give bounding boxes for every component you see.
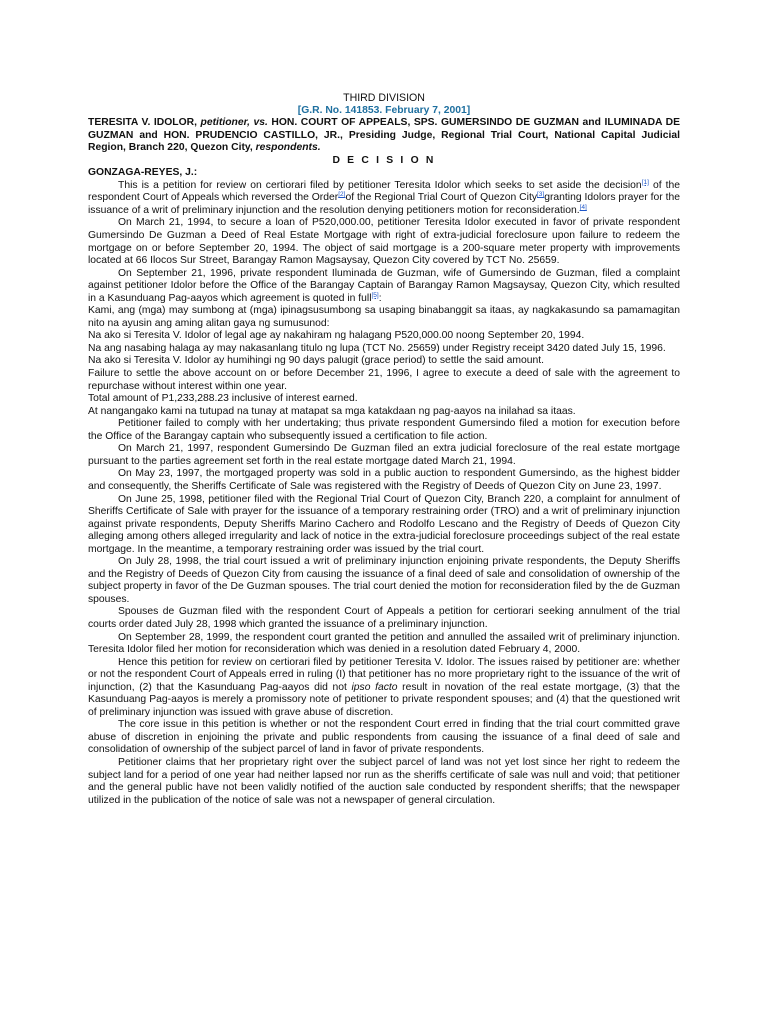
decision-document: [88, 92, 680, 807]
quoted-agreement-line: Na ako si Teresita V. Idolor of legal age ay nakahiram ng halagang P520,000.00 noong September 20, 1994.: [88, 330, 585, 342]
versus-word: vs.: [253, 117, 268, 129]
paragraph: The core issue in this petition is whether or not the respondent Court erred in finding that the trial court committed grave abuse of discretion in enjoining the private and public respondents from causing the issuance of a final deed of sale and consolidation of ownership of the subject parcel of land in favor of private respondents.: [88, 719, 680, 756]
respondent-names: HON. COURT OF APPEALS, SPS. GUMERSINDO DE GUZMAN and ILUMINADA DE GUZMAN and HON. PRUDENCIO CASTILLO, JR., Presiding Judge, Regional Trial Court, National Capital Judicial Region, Branch 220, Quezon City,: [88, 117, 681, 154]
ponente-name: GONZAGA-REYES, J.:: [88, 167, 198, 179]
quoted-agreement-line: Kami, ang (mga) may sumbong at (mga) ipinagsusumbong sa usaping binabanggit sa itaas, ay nagkakasundo sa pamamagitan nito na ayusin ang aming alitan gaya ng sumusunod:: [88, 305, 680, 329]
paragraph: Petitioner failed to comply with her undertaking; thus private respondent Gumersindo filed a motion for execution before the Office of the Barangay captain who subsequently issued a certification to file action.: [88, 418, 680, 442]
paragraph: On September 21, 1996, private respondent Iluminada de Guzman, wife of Gumersindo de Guzman, filed a complaint against petitioner Idolor before the Office of the Barangay Captain of Barangay Ramon Magsaysay, Quezon City, which resulted in a Kasunduang Pag-aayos which agreement is quoted in full[5]:: [88, 267, 680, 304]
paragraph: On September 28, 1999, the respondent court granted the petition and annulled the assailed writ of preliminary injunction. Teresita Idolor filed her motion for reconsideration which was denied in a resolution dated February 4, 2000.: [88, 631, 680, 656]
footnote-link[interactable]: [5]: [371, 291, 379, 299]
paragraph: Petitioner claims that her proprietary right over the subject parcel of land was not yet lost since her right to redeem the subject land for a period of one year had neither lapsed nor run as the sheriffs certificate of sale was null and void; that petitioner and the general public have not been validly notified of the auction sale conducted by respondent sheriffs; that the newspaper utilized in the publication of the notice of sale was not a newspaper of general circulation.: [88, 756, 680, 806]
paragraph: Hence this petition for review on certiorari filed by petitioner Teresita V. Idolor. The issues raised by petitioner are: whether or not the respondent Court of Appeals erred in ruling (I) that petitioner has no more proprietary right to the issuance of the writ of injunction, (2) that the Kasunduang Pag-aayos did not ipso facto result in novation of the real estate mortgage, (3) that the Kasunduang Pag-aayos is merely a promissory note of petitioner to private respondent spouses; and (4) that the questioned writ of preliminary injunction was issued with grave abuse of discretion.: [88, 656, 680, 718]
footnote-link[interactable]: [3]: [537, 191, 545, 199]
case-parties: [88, 117, 680, 155]
quoted-agreement-line: Na ako si Teresita V. Idolor ay humihingi ng 90 days palugit (grace period) to settle the said amount.: [88, 355, 544, 367]
quoted-agreement-line: At nangangako kami na tutupad na tunay at matapat sa mga katakdaan ng pag-aayos na inilahad sa itaas.: [88, 405, 576, 417]
paragraph: On June 25, 1998, petitioner filed with the Regional Trial Court of Quezon City, Branch 220, a complaint for annulment of Sheriffs Certificate of Sale with prayer for the issuance of a temporary restraining order (TRO) and a writ of preliminary injunction against private respondents, Deputy Sheriffs Marino Cachero and Rodolfo Lescano and the Registry of Deeds of Quezon City alleging among others alleged irregularity and lack of notice in the extra-judicial foreclosure proceedings subject of the real estate mortgage. In the meantime, a temporary restraining order was issued by the trial court.: [88, 493, 680, 555]
petitioner-name: TERESITA V. IDOLOR,: [88, 117, 197, 129]
petitioner-role: petitioner,: [200, 117, 250, 129]
paragraph: This is a petition for review on certiorari filed by petitioner Teresita Idolor which seeks to set aside the decision[1] of the respondent Court of Appeals which reversed the Order[2]of the Regional Trial Court of Quezon City[3]granting Idolors prayer for the issuance of a writ of preliminary injunction and the resolution denying petitioners motion for reconsideration.[4]: [88, 178, 680, 216]
paragraph: Spouses de Guzman filed with the respondent Court of Appeals a petition for certiorari seeking annulment of the trial courts order dated July 28, 1998 which granted the issuance of a preliminary injunction.: [88, 606, 680, 630]
paragraph: On March 21, 1994, to secure a loan of P520,000.00, petitioner Teresita Idolor executed in favor of private respondent Gumersindo De Guzman a Deed of Real Estate Mortgage with right of extra-judicial foreclosure upon failure to redeem the mortgage on or before September 20, 1994. The object of said mortgage is a 200-square meter property with improvements located at 66 Ilocos Sur Street, Barangay Ramon Magsaysay, Quezon City covered by TCT No. 25659.: [88, 217, 680, 267]
division-heading: THIRD DIVISION: [343, 92, 425, 104]
paragraph: On May 23, 1997, the mortgaged property was sold in a public auction to respondent Gumersindo, as the highest bidder and consequently, the Sheriffs Certificate of Sale was registered with the Registry of Deeds of Quezon City on June 23, 1997.: [88, 468, 680, 492]
respondent-role: respondents.: [255, 142, 321, 154]
quoted-agreement-line: Failure to settle the above account on or before December 21, 1996, I agree to execute a deed of sale with the agreement to repurchase without interest within one year.: [88, 368, 680, 392]
case-number-link[interactable]: [G.R. No. 141853. February 7, 2001]: [297, 104, 471, 116]
decision-label: D E C I S I O N: [332, 154, 436, 166]
footnote-link[interactable]: [1]: [641, 178, 649, 186]
quoted-agreement-line: Total amount of P1,233,288.23 inclusive of interest earned.: [88, 393, 358, 405]
footnote-link[interactable]: [4]: [579, 203, 587, 211]
paragraph: On March 21, 1997, respondent Gumersindo De Guzman filed an extra judicial foreclosure of the real estate mortgage pursuant to the parties agreement set forth in the real estate mortgage dated March 21, 1994.: [88, 443, 680, 467]
footnote-link[interactable]: [2]: [338, 191, 346, 199]
quoted-agreement-line: Na ang nasabing halaga ay may nakasanlang titulo ng lupa (TCT No. 25659) under Registry receipt 3420 dated July 15, 1996.: [88, 342, 666, 354]
paragraph: On July 28, 1998, the trial court issued a writ of preliminary injunction enjoining private respondents, the Deputy Sheriffs and the Registry of Deeds of Quezon City from causing the issuance of a final deed of sale and consolidation of ownership of the subject property in favor of the De Guzman spouses. The trial court denied the motion for reconsideration filed by the de Guzman spouses.: [88, 556, 680, 605]
